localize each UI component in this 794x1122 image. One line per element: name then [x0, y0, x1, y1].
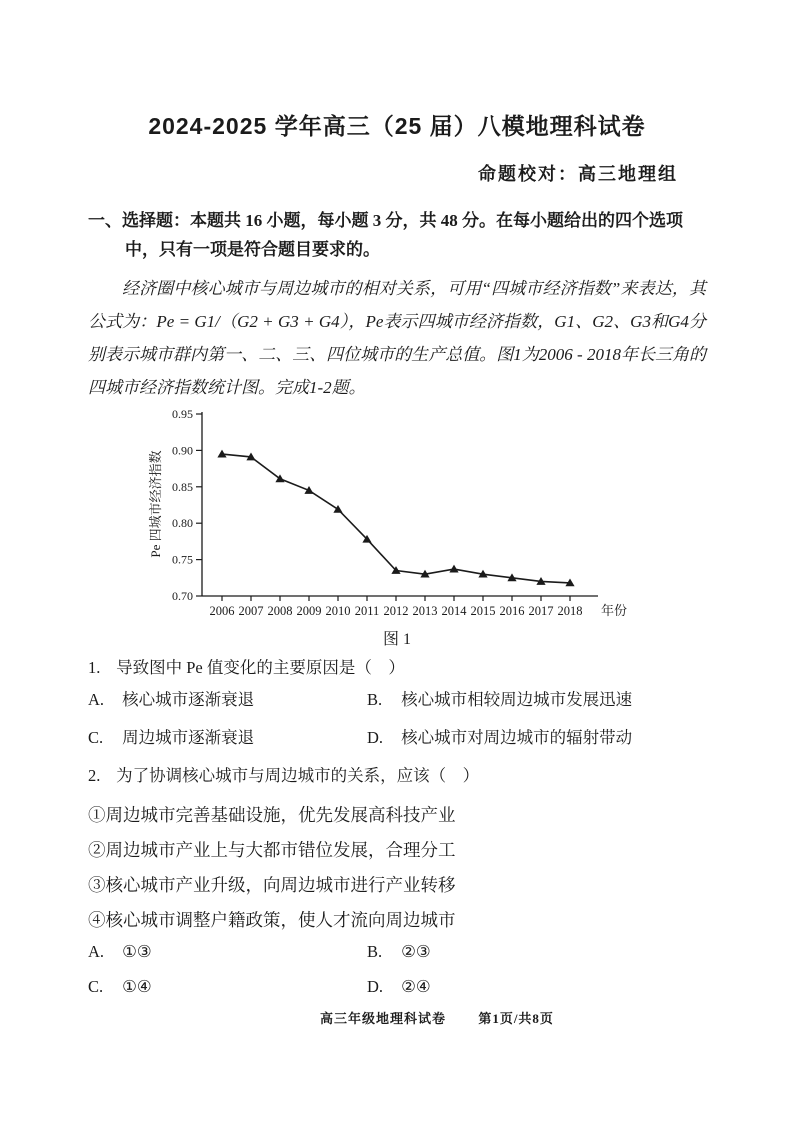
- svg-text:2006: 2006: [209, 604, 235, 618]
- svg-text:2014: 2014: [441, 604, 467, 618]
- option-1b-text: 核心城市相较周边城市发展迅速: [401, 690, 633, 709]
- option-2d-label: D.: [367, 977, 384, 996]
- question-2-number: 2.: [88, 766, 101, 785]
- statement-2: ②周边城市产业上与大都市错位发展，合理分工: [88, 840, 456, 860]
- page-footer: [0, 1008, 794, 1027]
- option-2a: [88, 942, 367, 962]
- svg-text:2007: 2007: [238, 604, 264, 618]
- option-2c-label: C.: [88, 977, 104, 996]
- exam-title: 2024-2025 学年高三（25 届）八模地理科试卷: [148, 113, 646, 139]
- option-1c-text: 周边城市逐渐衰退: [122, 728, 255, 747]
- svg-text:0.70: 0.70: [172, 589, 193, 603]
- question-2-statements: [88, 798, 706, 938]
- option-1c: [88, 728, 367, 748]
- footer-page-info: 第1页/共8页: [478, 1011, 554, 1026]
- question-2-stem: [88, 766, 706, 786]
- question-passage: 经济圈中核心城市与周边城市的相对关系，可用“四城市经济指数”来表达，其公式为：Pe = G1/（G2 + G3 + G4），Pe表示四城市经济指数，G1、G2、G3和G4分别表示城市群内第一、二、三、四位城市的生产总值。图1为2006 - 2018年长三角的四城市经济指数统计图。完成1-2题。: [88, 279, 706, 397]
- figure-block: [88, 404, 706, 650]
- svg-text:2011: 2011: [354, 604, 380, 618]
- option-2b-label: B.: [367, 942, 383, 961]
- svg-text:0.95: 0.95: [172, 407, 193, 421]
- svg-text:2012: 2012: [383, 604, 409, 618]
- pe-index-line-chart: [140, 404, 640, 626]
- option-2c: [88, 977, 367, 997]
- option-2a-label: A.: [88, 942, 105, 961]
- statement-4: ④核心城市调整户籍政策，使人才流向周边城市: [88, 910, 456, 930]
- svg-text:Pe 四城市经济指数: Pe 四城市经济指数: [148, 450, 163, 558]
- svg-text:2009: 2009: [296, 604, 322, 618]
- question-1-number: 1.: [88, 658, 101, 677]
- svg-text:2008: 2008: [267, 604, 293, 618]
- svg-text:2017: 2017: [528, 604, 554, 618]
- section-heading: 一、选择题：本题共 16 小题，每小题 3 分，共 48 分。在每小题给出的四个选项中，只有一项是符合题目要求的。: [88, 211, 683, 259]
- option-1c-label: C.: [88, 728, 104, 747]
- option-2b-text: ②③: [401, 942, 431, 961]
- statement-3: ③核心城市产业升级，向周边城市进行产业转移: [88, 875, 456, 895]
- question-2-options: [88, 942, 706, 997]
- option-1a-label: A.: [88, 690, 105, 709]
- option-1b-label: B.: [367, 690, 383, 709]
- option-1a: [88, 690, 367, 710]
- proofread-credit: 命题校对：高三地理组: [478, 164, 678, 184]
- option-2c-text: ①④: [122, 977, 152, 996]
- svg-text:2015: 2015: [470, 604, 496, 618]
- svg-text:0.90: 0.90: [172, 443, 193, 458]
- svg-text:2010: 2010: [325, 604, 351, 618]
- svg-text:0.75: 0.75: [172, 552, 193, 567]
- question-2-text: 为了协调核心城市与周边城市的关系，应该（ ）: [116, 766, 480, 785]
- question-1-text: 导致图中 Pe 值变化的主要原因是（ ）: [116, 658, 405, 677]
- option-1d: [367, 728, 632, 748]
- option-2d: [367, 977, 431, 997]
- svg-text:2013: 2013: [412, 604, 438, 618]
- svg-text:0.85: 0.85: [172, 479, 193, 494]
- svg-text:2016: 2016: [499, 604, 525, 618]
- statement-1: ①周边城市完善基础设施，优先发展高科技产业: [88, 805, 456, 825]
- svg-text:0.80: 0.80: [172, 516, 193, 531]
- option-2b: [367, 942, 431, 962]
- svg-text:2018: 2018: [557, 604, 583, 618]
- svg-text:年份: 年份: [600, 603, 628, 618]
- option-2d-text: ②④: [401, 977, 431, 996]
- option-1d-label: D.: [367, 728, 384, 747]
- option-1d-text: 核心城市对周边城市的辐射带动: [401, 728, 633, 747]
- option-1b: [367, 690, 632, 710]
- option-2a-text: ①③: [122, 942, 152, 961]
- option-1a-text: 核心城市逐渐衰退: [122, 690, 255, 709]
- question-1-stem: [88, 658, 706, 678]
- question-1-options: [88, 690, 706, 748]
- footer-doc-name: 高三年级地理科试卷: [320, 1011, 447, 1026]
- figure-caption: 图 1: [382, 631, 411, 648]
